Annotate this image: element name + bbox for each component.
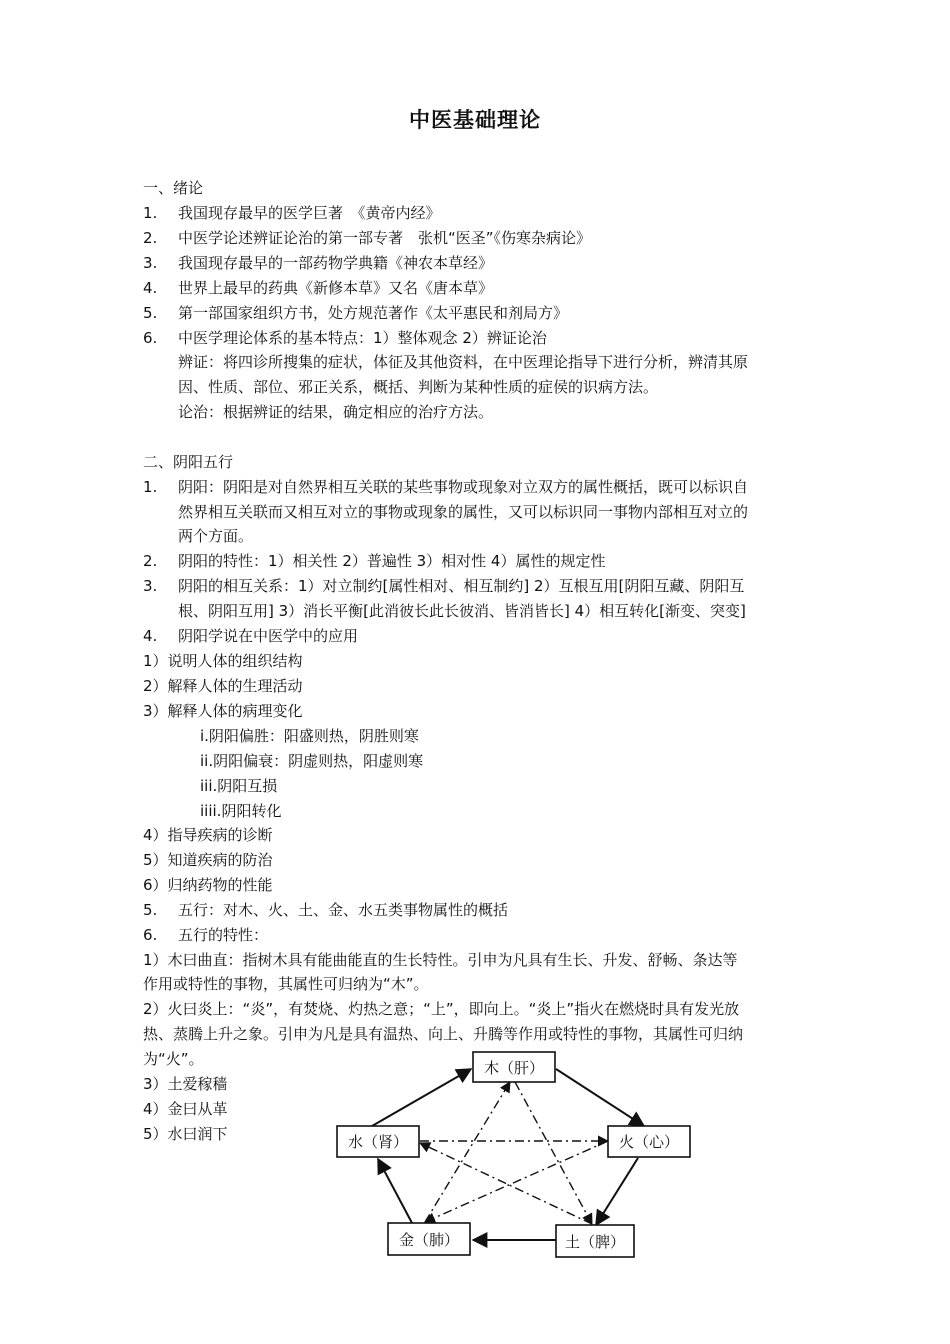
node-wood-label: 木（肝）	[483, 1059, 545, 1077]
list-item: 4）指导疾病的诊断	[143, 826, 273, 844]
list-item: 五行：对木、火、土、金、水五类事物属性的概括	[178, 901, 509, 919]
list-number: 5.	[143, 901, 158, 919]
sub-list-item: iiii.阴阳转化	[200, 802, 282, 820]
list-number: 1.	[143, 478, 158, 496]
list-item: 我国现存最早的医学巨著 《黄帝内经》	[178, 204, 441, 222]
node-earth-label: 土（脾）	[564, 1233, 626, 1251]
sub-list-item: ii.阴阳偏衰：阴虚则热，阳虚则寒	[200, 752, 424, 770]
list-item: 第一部国家组织方书，处方规范著作《太平惠民和剂局方》	[178, 304, 569, 322]
list-item: 5）知道疾病的防治	[143, 851, 273, 869]
list-item: 3）解释人体的病理变化	[143, 702, 303, 720]
list-number: 2.	[143, 552, 158, 570]
paragraph-line: 根、阴阳互用] 3）消长平衡[此消彼长此长彼消、皆消皆长] 4）相互转化[渐变、突变]	[178, 602, 746, 620]
paragraph-line: 热、蒸腾上升之象。引申为凡是具有温热、向上、升腾等作用或特性的事物，其属性可归纳	[143, 1025, 744, 1043]
list-item: 中医学理论体系的基本特点：1）整体观念 2）辨证论治	[178, 329, 547, 347]
list-item: 2）解释人体的生理活动	[143, 677, 303, 695]
list-number: 3.	[143, 577, 158, 595]
list-item: 1）说明人体的组织结构	[143, 652, 303, 670]
list-item: 4）金曰从革	[143, 1100, 228, 1118]
paragraph-line: 两个方面。	[178, 527, 254, 545]
paragraph-line: 2）火曰炎上：“炎”，有焚烧、灼热之意；“上”，即向上。“炎上”指火在燃烧时具有发光放	[143, 1000, 740, 1018]
paragraph-line: 论治：根据辨证的结果，确定相应的治疗方法。	[178, 403, 494, 421]
arrow-wood-to-earth	[515, 1082, 592, 1224]
paragraph-line: 辨证：将四诊所搜集的症状，体征及其他资料，在中医理论指导下进行分析，辨清其原	[178, 353, 749, 371]
arrow-water-to-wood	[372, 1069, 471, 1126]
arrow-wood-to-fire	[556, 1069, 644, 1126]
list-number: 6.	[143, 926, 158, 944]
sub-list-item: i.阴阳偏胜：阳盛则热，阴胜则寒	[200, 727, 419, 745]
paragraph-line: 1）木曰曲直：指树木具有能曲能直的生长特性。引申为凡具有生长、升发、舒畅、条达等	[143, 951, 738, 969]
list-item: 五行的特性：	[178, 926, 269, 944]
list-item: 6）归纳药物的性能	[143, 876, 273, 894]
node-fire-label: 火（心）	[618, 1133, 680, 1151]
list-number: 1.	[143, 204, 158, 222]
paragraph-line: 然界相互关联而又相互对立的事物或现象的属性，又可以标识同一事物内部相互对立的	[178, 503, 749, 521]
arrow-fire-to-metal	[425, 1141, 608, 1222]
paragraph-line: 阴阳：阴阳是对自然界相互关联的某些事物或现象对立双方的属性概括，既可以标识自	[178, 478, 749, 496]
list-item: 阴阳学说在中医学中的应用	[178, 627, 359, 645]
arrow-metal-to-wood	[425, 1082, 510, 1222]
arrow-fire-to-earth	[596, 1158, 638, 1225]
page-title: 中医基础理论	[409, 108, 541, 132]
paragraph-line: 阴阳的相互关系：1）对立制约[属性相对、相互制约] 2）互根互用[阴阳互藏、阴阳互	[178, 577, 745, 595]
paragraph-line: 作用或特性的事物，其属性可归纳为“木”。	[143, 975, 429, 993]
sub-list-item: iii.阴阳互损	[200, 777, 278, 795]
list-number: 4.	[143, 279, 158, 297]
list-item: 5）水曰润下	[143, 1125, 228, 1143]
list-item: 阴阳的特性：1）相关性 2）普遍性 3）相对性 4）属性的规定性	[178, 552, 606, 570]
paragraph-line: 因、性质、部位、邪正关系，概括、判断为某种性质的症侯的识病方法。	[178, 378, 659, 396]
arrow-earth-to-water	[420, 1143, 592, 1224]
paragraph-line: 为“火”。	[143, 1050, 204, 1068]
list-item: 3）土爱稼穑	[143, 1075, 228, 1093]
section-heading-yinyang: 二、阴阳五行	[143, 453, 234, 471]
list-number: 6.	[143, 329, 158, 347]
list-number: 4.	[143, 627, 158, 645]
section-heading-introduction: 一、绪论	[143, 179, 204, 197]
list-item: 中医学论述辨证论治的第一部专著 张机“医圣”《伤寒杂病论》	[178, 229, 592, 247]
list-number: 5.	[143, 304, 158, 322]
arrow-metal-to-water	[378, 1159, 412, 1223]
list-number: 2.	[143, 229, 158, 247]
list-item: 世界上最早的药典《新修本草》又名《唐本草》	[178, 279, 494, 297]
node-metal-label: 金（肺）	[398, 1231, 460, 1249]
list-item: 我国现存最早的一部药物学典籍《神农本草经》	[178, 254, 494, 272]
node-water-label: 水（肾）	[347, 1133, 409, 1151]
list-number: 3.	[143, 254, 158, 272]
